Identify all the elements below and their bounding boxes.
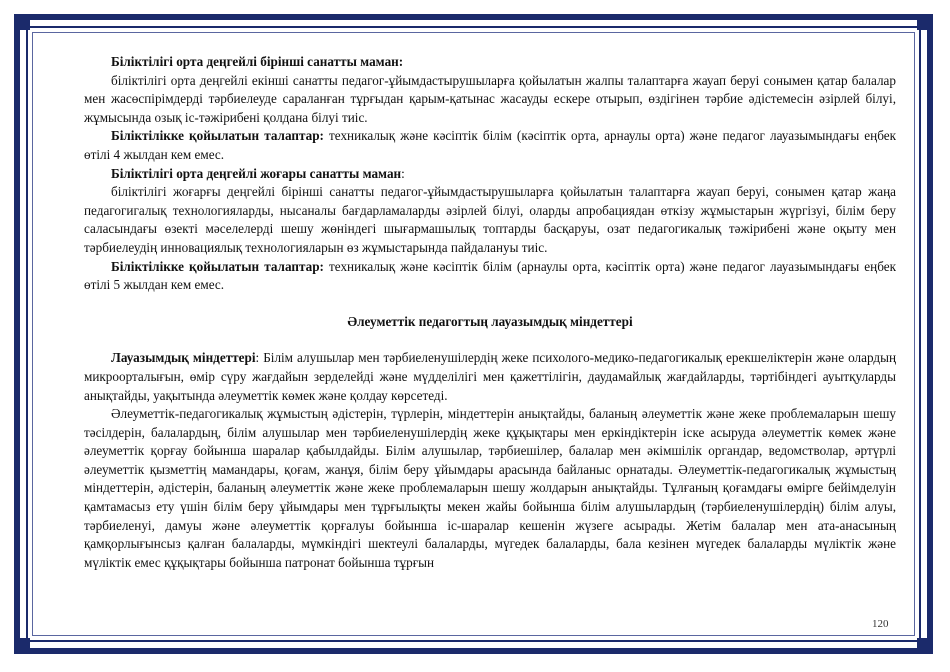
frame-corner	[14, 14, 30, 30]
paragraph: біліктілігі жоғарғы деңгейлі бірінші санатты педагог-ұйымдастырушыларға қойылатын талаптарға жауап беруі, сонымен қатар жаңа педагогигалық технологияларды, нысаналы бағдарламаларды әзірлей білуі, оларды апробациядан өткізу жұмыстарын жүргізуі, білім беру саласындағы өзекті мәселелерді шешу жөніндегі шығармашылық топтарды басқаруы, озат педагогикалық тәжірибені және оқыту мен тәрбиелеудің инновациялық технологияларын өз жұмыстарында пайдалануы тиіс.	[84, 184, 896, 255]
page-body	[84, 53, 896, 613]
requirements-text: техникалық және кәсіптік білім (арнаулы орта, кәсіптік орта) және педагог лауазымындағы еңбек өтілі 5 жылдан кем емес.	[84, 258, 896, 293]
requirements-label: Біліктілікке қойылатын талаптар:	[111, 128, 324, 144]
duties-text: : Білім алушылар мен тәрбиеленушілердің жеке психолого-медико-педагогикалық ерекшеліктерін және олардың микроорталығын, өмір сүру жағдайын зерделейді және мүдделілігі мен қажеттілігін, даудамайлық жағдайларды, тәртібіндегі ауытқуларды анықтайды, уақытында әлеуметтік көмек және қолдау көрсетеді.	[84, 350, 896, 403]
duties-paragraph	[84, 349, 896, 405]
frame-corner	[917, 14, 933, 30]
requirements-label: Біліктілікке қойылатын талаптар:	[111, 258, 324, 274]
section-title: Әлеуметтік педагогтың лауазымдық міндеттері	[347, 313, 633, 329]
requirements-text: техникалық және кәсіптік білім (кәсіптік орта, арнаулы орта) және педагог лауазымындағы еңбек өтілі 4 жылдан кем емес.	[84, 128, 896, 162]
duties-label: Лауазымдық міндеттері	[111, 350, 256, 366]
requirements-paragraph	[84, 258, 896, 295]
page-number: 120	[872, 618, 889, 630]
paragraph: біліктілігі орта деңгейлі екінші санатты педагог-ұйымдастырушыларға қойылатын жалпы талаптарға жауап беруі сонымен қатар балалар мен жасөспірімдерді тәрбиелеуде саралaнған тұрғыдан қарым-қатынас жасауды ескере отырып, өздігінен тәрбие әдістемесін әзірлей білуі, жұмысында озық іс-тәжірибені қолдана білуі тиіс.	[84, 72, 896, 125]
heading-colon: :	[401, 165, 405, 181]
requirements-paragraph	[84, 127, 896, 164]
heading-text: Біліктілігі орта деңгейлі жоғары санатты маман	[111, 165, 402, 181]
paragraph: Әлеуметтік-педагогикалық жұмыстың әдістерін, түрлерін, міндеттерін анықтайды, баланың әлеуметтік және жеке проблемаларын шешу тәсілдерін, балалардың, білім алушылар мен тәрбиеленушілердің жеке құқықтары мен еркіндіктерін іске асыруда әлеуметтік көмек және әлеуметтік қорғау бойынша шаралар қабылдайды. Білім алушылар, тәрбиешілер, балалар мен әкімшілік органдар, ведомстволар, әртүрлі әлеуметтік қызметтің мамандары, қоғам, жанұя, білім беру ұйымдары арасында байланыс орнатады. Әлеуметтік-педагогикалық жұмыстың міндеттерін, әдістерін, баланың әлеуметтік және жеке проблемаларын шешу жолдарын анықтайды. Тұлғаның қоғамдағы өмірге бейімделуін қамтамасыз ету үшін білім беру ұйымдары мен тұрғылықты мекен жайы бойынша білім алушылардың (тәрбиеленушілердің) білім алуы, тәрбиеленуі, дамуы және әлеуметтік қорғалуы бойынша іс-шаралар кешенін жүзеге асырады. Жетім балалар мен ата-анасының қамқорлығынсыз қалған балаларды, мүмкіндігі шектеулі балаларды, мүгедек балаларды, бала кезінен мүгедек балаларды мүліктік және мүліктік емес құқықтары бойынша патронат бойынша тұрғын	[84, 406, 896, 570]
heading-first-category: Біліктілігі орта деңгейлі бірінші санатты маман:	[111, 54, 404, 69]
heading-higher-category	[84, 165, 896, 184]
frame-corner	[917, 638, 933, 654]
frame-corner	[14, 638, 30, 654]
